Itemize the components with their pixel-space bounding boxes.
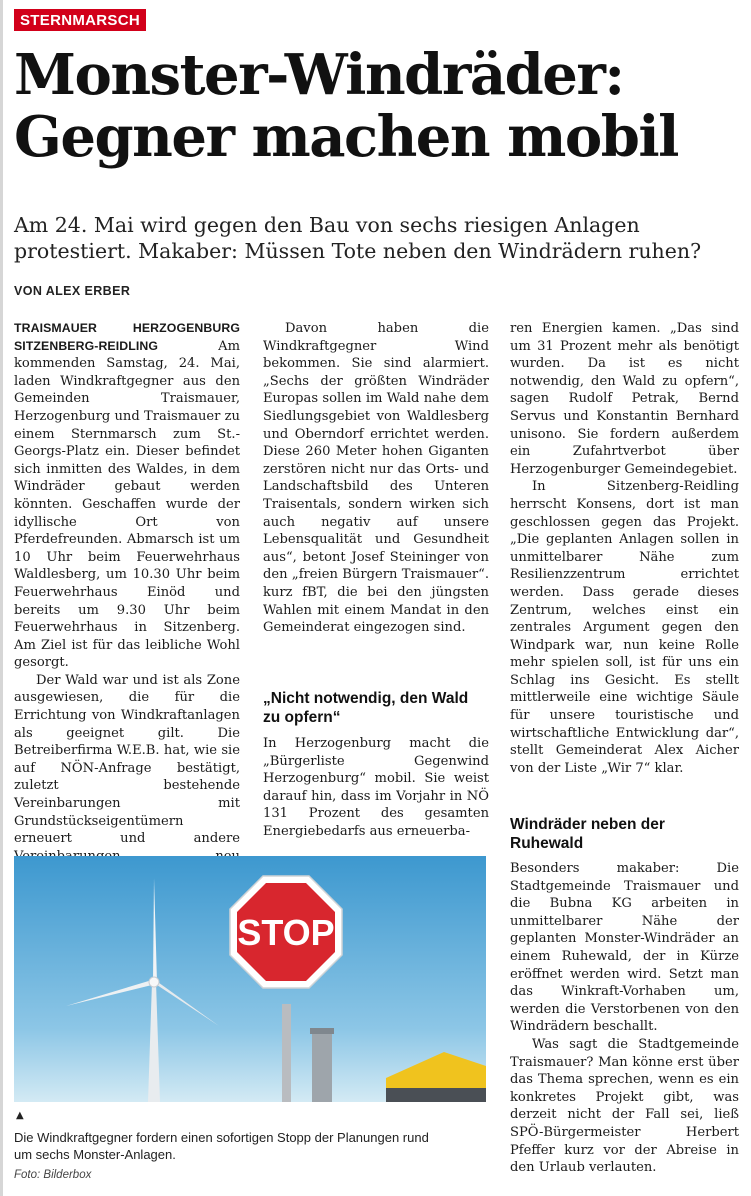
industrial-tower-icon <box>310 1028 334 1102</box>
column-1-paragraph-2: Der Wald war und ist als Zone ausgewiesen, die für die Errichtung von Windkraftanlagen als geeignet gilt. Die Betreiberfirma W.E.B. hat, wie sie auf NÖN-Anfrage bestätigt, zuletzt bestehende Vereinbarungen mit Grundstückseigentümern erneuert und andere <box>14 672 240 847</box>
article-column-2 <box>263 320 489 637</box>
stop-sign-text: STOP <box>237 912 335 953</box>
column-3-paragraph-2: In Sitzenberg-Reidling herrscht Konsens, dort ist man geschlossen gegen das Projekt. „Die geplanten Anlagen sollen in unmittelbarer Nähe zum Resilienzzentrum errichtet werden. Dass gerade dieses Zentrum, welches einst ein zentrales Argument gegen den Windpark war, nun keine Rolle mehr spielen soll, ist für uns ein Schlag ins Gesicht. Es stellt mittlerweile eine wichtige Säule für unsere touristische und wirtschaftliche Entwicklung dar“, stellt Gemeinderat Alex Aicher von der Liste „Wir 7“ klar. <box>510 479 739 776</box>
photo-caption <box>14 1129 486 1163</box>
column-2-paragraph-1: Davon haben die Windkraftgegner Wind bekommen. Sie sind alarmiert. „Sechs der größten Windräder Europas sollen im Wald nahe dem Siedlungsgebiet von Waldlesberg und Oberndorf errichtet werden. Diese 260 Meter hohen Giganten zerstören nicht nur das Orts- und Landschaftsbild des Unteren Traisentals, sondern wirken sich auch negativ auf unsere Lebensqualität und Gesundheit aus“, betont Josef Steininger von den „freien Bürgern Traismauer“. kurz fBT, die bei den jüngsten Wahlen mit einem Mandat in den Gemeinderat eingezogen sind. <box>263 321 489 636</box>
photo-stop-sign-wind-turbine <box>14 856 486 1102</box>
deck-line-2: protestiert. Makaber: Müssen Tote neben den Windrädern ruhen? <box>14 239 702 263</box>
sign-pole <box>282 1004 291 1102</box>
stop-sign-icon <box>230 876 342 988</box>
section-kicker: STERNMARSCH <box>14 9 146 31</box>
column-3-paragraph-1: ren Energien kamen. „Das sind um 31 Prozent mehr als benötigt wurden. Da ist es nicht notwendig, den Wald zu opfern“, sagen Rudolf Petrak, Bernd Servus und Konstantin Bernhard unisono. Sie fordern außerdem ein Zufahrtverbot über Herzogenburger Gemeindegebiet. <box>510 321 739 477</box>
article-column-3 <box>510 320 739 777</box>
subheading-ruhewald: Windräder neben der Ruhewald <box>510 816 665 852</box>
subheading-nicht-notwendig: „Nicht notwendig, den Wald zu opfern“ <box>263 690 469 726</box>
dateline: TRAISMAUER HERZOGENBURG SITZENBERG-REIDLING <box>14 321 240 353</box>
column-2-paragraph-2: In Herzogenburg macht die „Bürgerliste Gegenwind Herzogenburg“ mobil. Sie weist darauf hin, dass im Vorjahr in NÖ 131 Prozent des gesamten Energiebedarfs aus erneuerba- <box>263 736 489 839</box>
article-column-3-continued <box>510 860 739 1177</box>
caption-line-1: Die Windkraftgegner fordern einen sofortigen Stopp der Planungen rund <box>14 1130 429 1145</box>
article-column-1 <box>14 320 240 883</box>
page-edge-line <box>0 0 3 1196</box>
column-1-paragraph-1-text: Am kommenden Samstag, 24. Mai, laden Windkraftgegner aus den Gemeinden Traismauer, Herzogenburg und Traismauer zu einem Sternmarsch zum St.-Georgs-Platz ein. Dieser befindet sich inmitten des Waldes, in dem Windräder gebaut werden könnten. Geschaffen wurde der idyllische Ort von Pferdefreunden. Abmarsch ist um 10 Uhr beim Feuerwehrhaus Waldlesberg, um 10.30 Uhr beim Feuerwehrhaus Einöd und bereits um 9.30 Uhr beim Feuerwehrhaus in Sitzenberg. Am Ziel ist für das leibliche Wohl gesorgt. <box>14 338 240 671</box>
photo-credit: Foto: Bilderbox <box>14 1169 92 1181</box>
headline-line-1: Monster-Windräder: <box>14 42 624 108</box>
article-deck <box>14 212 739 264</box>
column-3-paragraph-3: Besonders makaber: Die Stadtgemeinde Traismauer und die Bubna KG arbeiten in unmittelbarer Nähe der geplanten Monster-Windräder an einem Ruhewald, der in Kürze eröffnet werden wird. Setzt man das Winkraft-Vorhaben um, werden die Verstorbenen von den Windrädern beschallt. <box>510 861 739 1035</box>
article-column-2-continued <box>263 735 489 841</box>
caption-triangle-icon: ▲ <box>16 1110 24 1121</box>
byline: VON ALEX ERBER <box>14 284 131 298</box>
column-1-paragraph-1 <box>14 320 240 672</box>
caption-line-2: um sechs Monster-Anlagen. <box>14 1147 176 1162</box>
deck-line-1: Am 24. Mai wird gegen den Bau von sechs riesigen Anlagen <box>14 213 640 237</box>
headline-line-2: Gegner machen mobil <box>14 104 678 170</box>
column-3-paragraph-4: Was sagt die Stadtgemeinde Traismauer? Man könne erst über das Thema sprechen, wenn es ein konkretes Projekt gibt, was derzeit nicht der Fall sei, ließ SPÖ-Bürgermeister Herbert Pfeffer kurz vor der Abreise in den Urlaub verlauten. <box>510 1036 739 1176</box>
article-headline <box>14 44 739 168</box>
article-photo <box>14 856 486 1102</box>
